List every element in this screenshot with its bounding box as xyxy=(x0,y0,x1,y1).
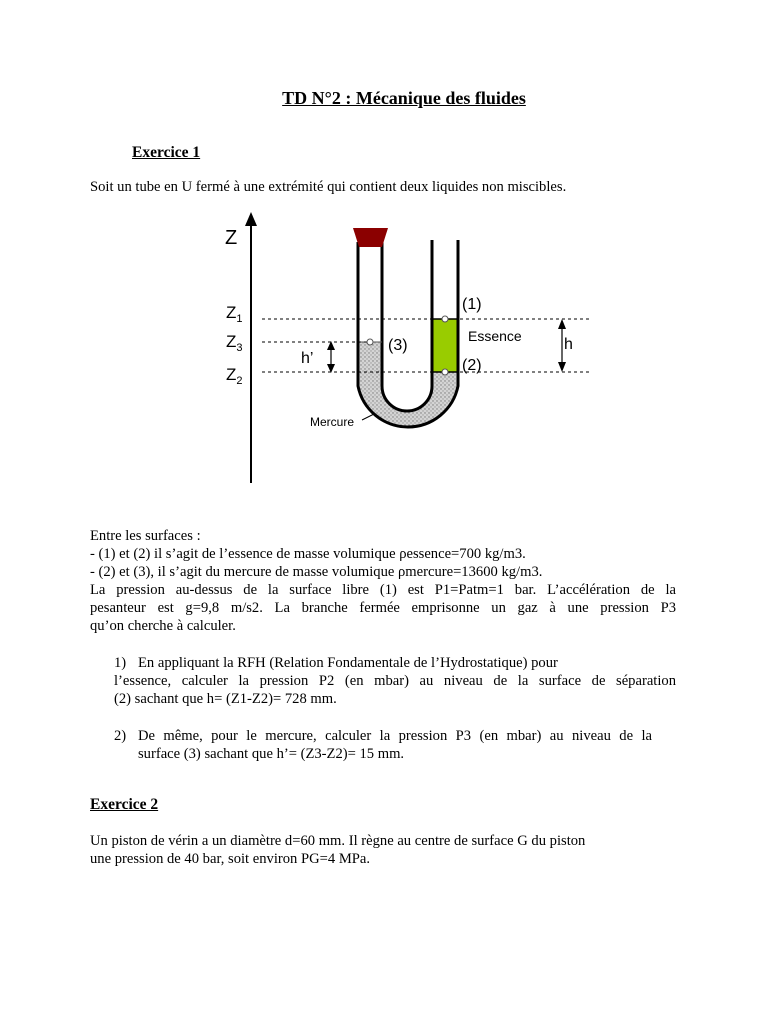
h-label: h xyxy=(564,336,573,353)
z-axis-label: Z xyxy=(225,227,238,249)
exercice-2-line-1: Un piston de vérin a un diamètre d=60 mm. Il règne au centre de surface G du piston xyxy=(90,833,586,849)
pressure-paragraph-line-2: pesanteur est g=9,8 m/s2. La branche fermée emprisonne un gaz à une pression P3 xyxy=(90,600,676,616)
h-prime-label: h’ xyxy=(301,350,314,367)
point-2-label: (2) xyxy=(462,357,482,374)
z2-label: $Z_2$ xyxy=(226,365,243,387)
surfaces-line-essence: - (1) et (2) il s’agit de l’essence de masse volumique ρessence=700 kg/m3. xyxy=(90,546,526,562)
question-2-number: 2) xyxy=(114,728,127,744)
point-3-label: (3) xyxy=(388,337,408,354)
exercice-1-heading: Exercice 1 xyxy=(132,144,201,161)
question-1-line-2: l’essence, calculer la pression P2 (en mbar) au niveau de la surface de séparation xyxy=(114,673,676,689)
u-tube-inner xyxy=(382,240,432,411)
pressure-paragraph-line-1: La pression au-dessus de la surface libre (1) est P1=Patm=1 bar. L’accélération de la xyxy=(90,582,676,598)
question-1-line-1: En appliquant la RFH (Relation Fondamentale de l’Hydrostatique) pour xyxy=(138,655,558,671)
z3-label: $Z_3$ xyxy=(226,332,243,354)
surfaces-line-mercure: - (2) et (3), il s’agit du mercure de masse volumique ρmercure=13600 kg/m3. xyxy=(90,564,543,580)
question-1-number: 1) xyxy=(114,655,127,671)
page-title: TD N°2 : Mécanique des fluides xyxy=(282,88,526,108)
exercice-2-heading: Exercice 2 xyxy=(90,796,159,813)
question-1-line-3: (2) sachant que h= (Z1-Z2)= 728 mm. xyxy=(114,691,337,707)
exercice-1-intro: Soit un tube en U fermé à une extrémité qui contient deux liquides non miscibles. xyxy=(90,179,567,195)
mercure-label: Mercure xyxy=(310,415,355,429)
surfaces-intro: Entre les surfaces : xyxy=(90,528,201,544)
exercice-2-line-2: une pression de 40 bar, soit environ PG=4 MPa. xyxy=(90,851,371,867)
question-2-line-2: surface (3) sachant que h’= (Z3-Z2)= 15 mm. xyxy=(138,746,405,762)
z1-label: $Z_1$ xyxy=(226,303,243,325)
point-1-label: (1) xyxy=(462,296,482,313)
pressure-paragraph-line-3: qu’on cherche à calculer. xyxy=(90,618,236,634)
question-2-line-1: De même, pour le mercure, calculer la pression P3 (en mbar) au niveau de la xyxy=(138,728,652,744)
essence-fill xyxy=(432,319,458,372)
closed-end-plug xyxy=(353,228,388,247)
essence-label: Essence xyxy=(468,328,522,344)
